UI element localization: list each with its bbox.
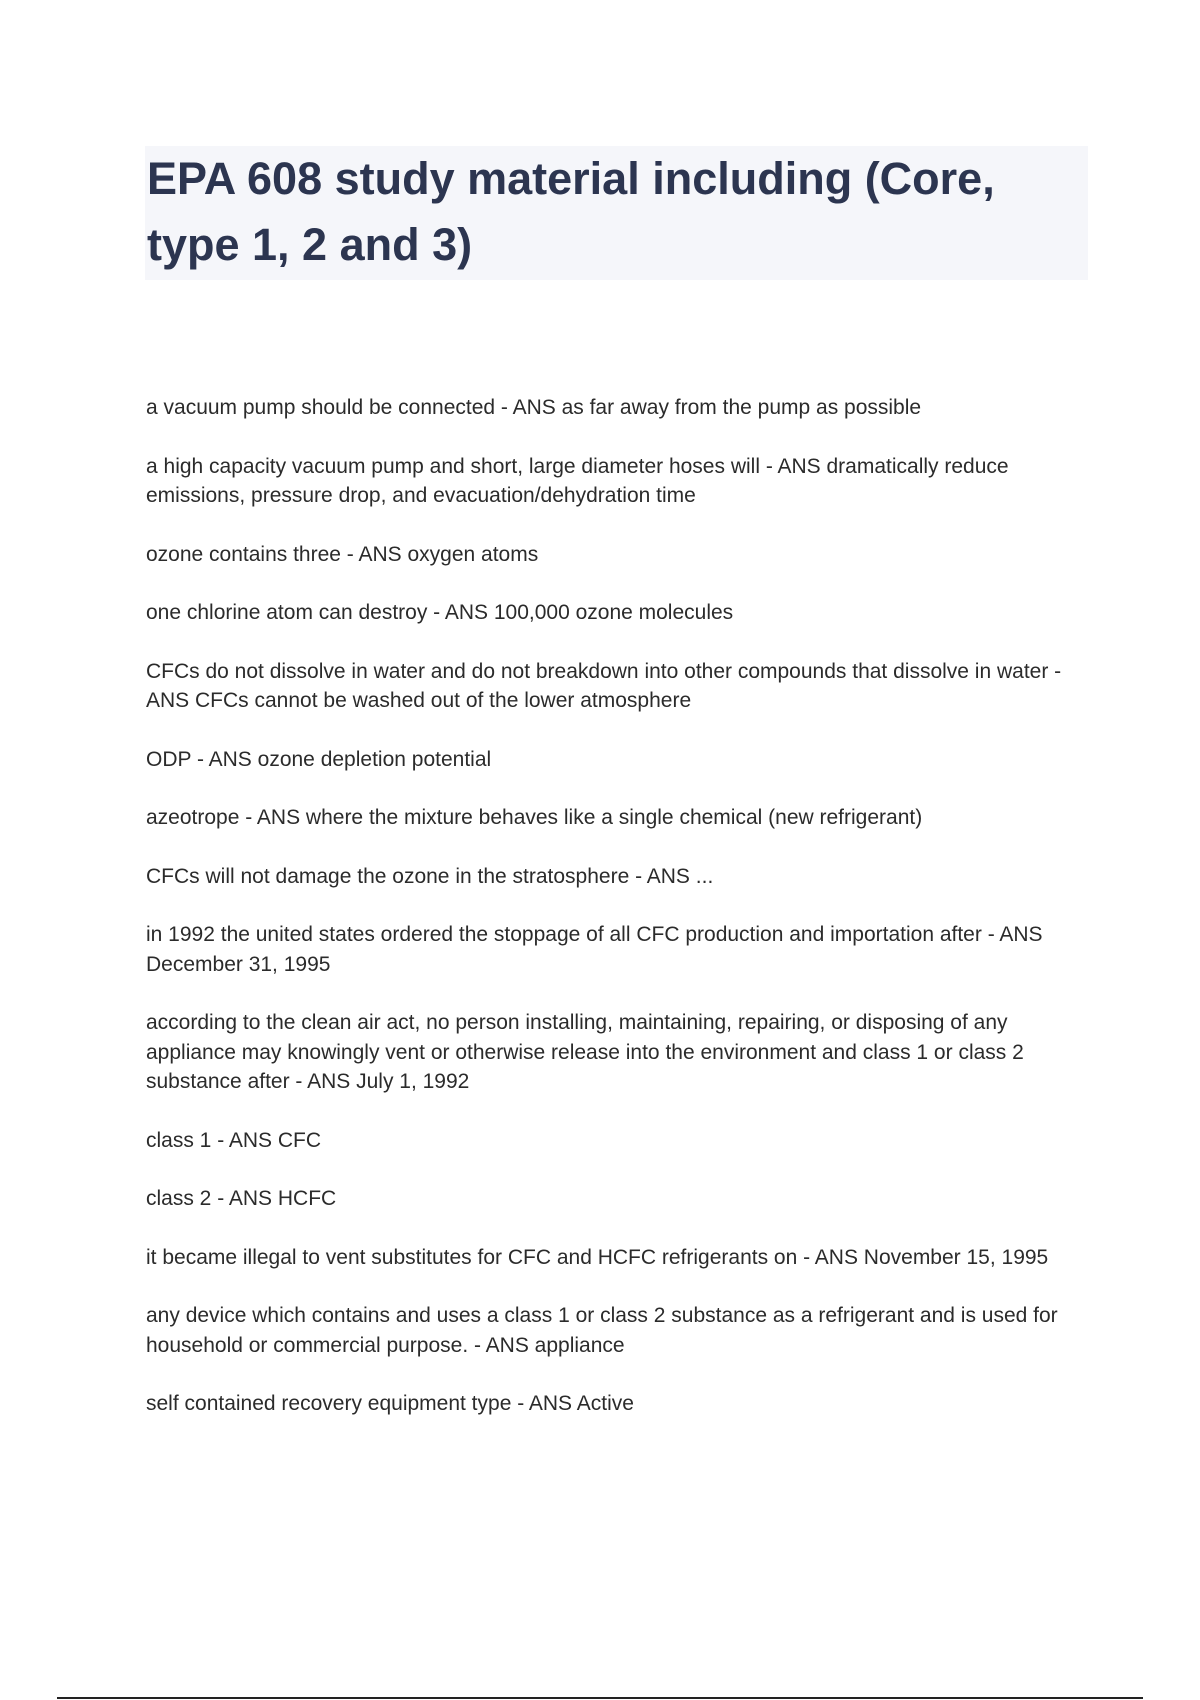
qa-item: class 1 - ANS CFC [146, 1128, 322, 1152]
title-block [145, 146, 1088, 280]
qa-list [146, 393, 1091, 1448]
footer-divider [57, 1697, 1143, 1699]
qa-item: one chlorine atom can destroy - ANS 100,000 ozone molecules [146, 601, 734, 624]
qa-item: ozone contains three - ANS oxygen atoms [146, 542, 539, 566]
qa-item: it became illegal to vent substitutes for CFC and HCFC refrigerants on - ANS November 15, 1995 [146, 1245, 1049, 1269]
page-title: EPA 608 study material including (Core, type 1, 2 and 3) [147, 153, 995, 270]
qa-item: self contained recovery equipment type - ANS Active [146, 1392, 634, 1415]
qa-item: CFCs will not damage the ozone in the stratosphere - ANS ... [146, 864, 714, 888]
qa-item: in 1992 the united states ordered the stoppage of all CFC production and importation after - ANS December 31, 1995 [146, 923, 1043, 976]
qa-item: a vacuum pump should be connected - ANS as far away from the pump as possible [146, 396, 922, 419]
qa-item: class 2 - ANS HCFC [146, 1187, 337, 1210]
qa-item: ODP - ANS ozone depletion potential [146, 747, 492, 771]
qa-item: a high capacity vacuum pump and short, large diameter hoses will - ANS dramatically reduce emissions, pressure drop, and evacuation/dehydration time [146, 454, 1009, 507]
qa-item: any device which contains and uses a class 1 or class 2 substance as a refrigerant and is used for household or commercial purpose. - ANS appliance [146, 1304, 1058, 1357]
qa-item: azeotrope - ANS where the mixture behaves like a single chemical (new refrigerant) [146, 806, 923, 829]
qa-item: CFCs do not dissolve in water and do not breakdown into other compounds that dissolve in water - ANS CFCs cannot be washed out of the lower atmosphere [146, 659, 1062, 712]
qa-item: according to the clean air act, no person installing, maintaining, repairing, or disposing of any appliance may knowingly vent or otherwise release into the environment and class 1 or class 2 substance after - ANS July 1, 1992 [146, 1011, 1024, 1093]
